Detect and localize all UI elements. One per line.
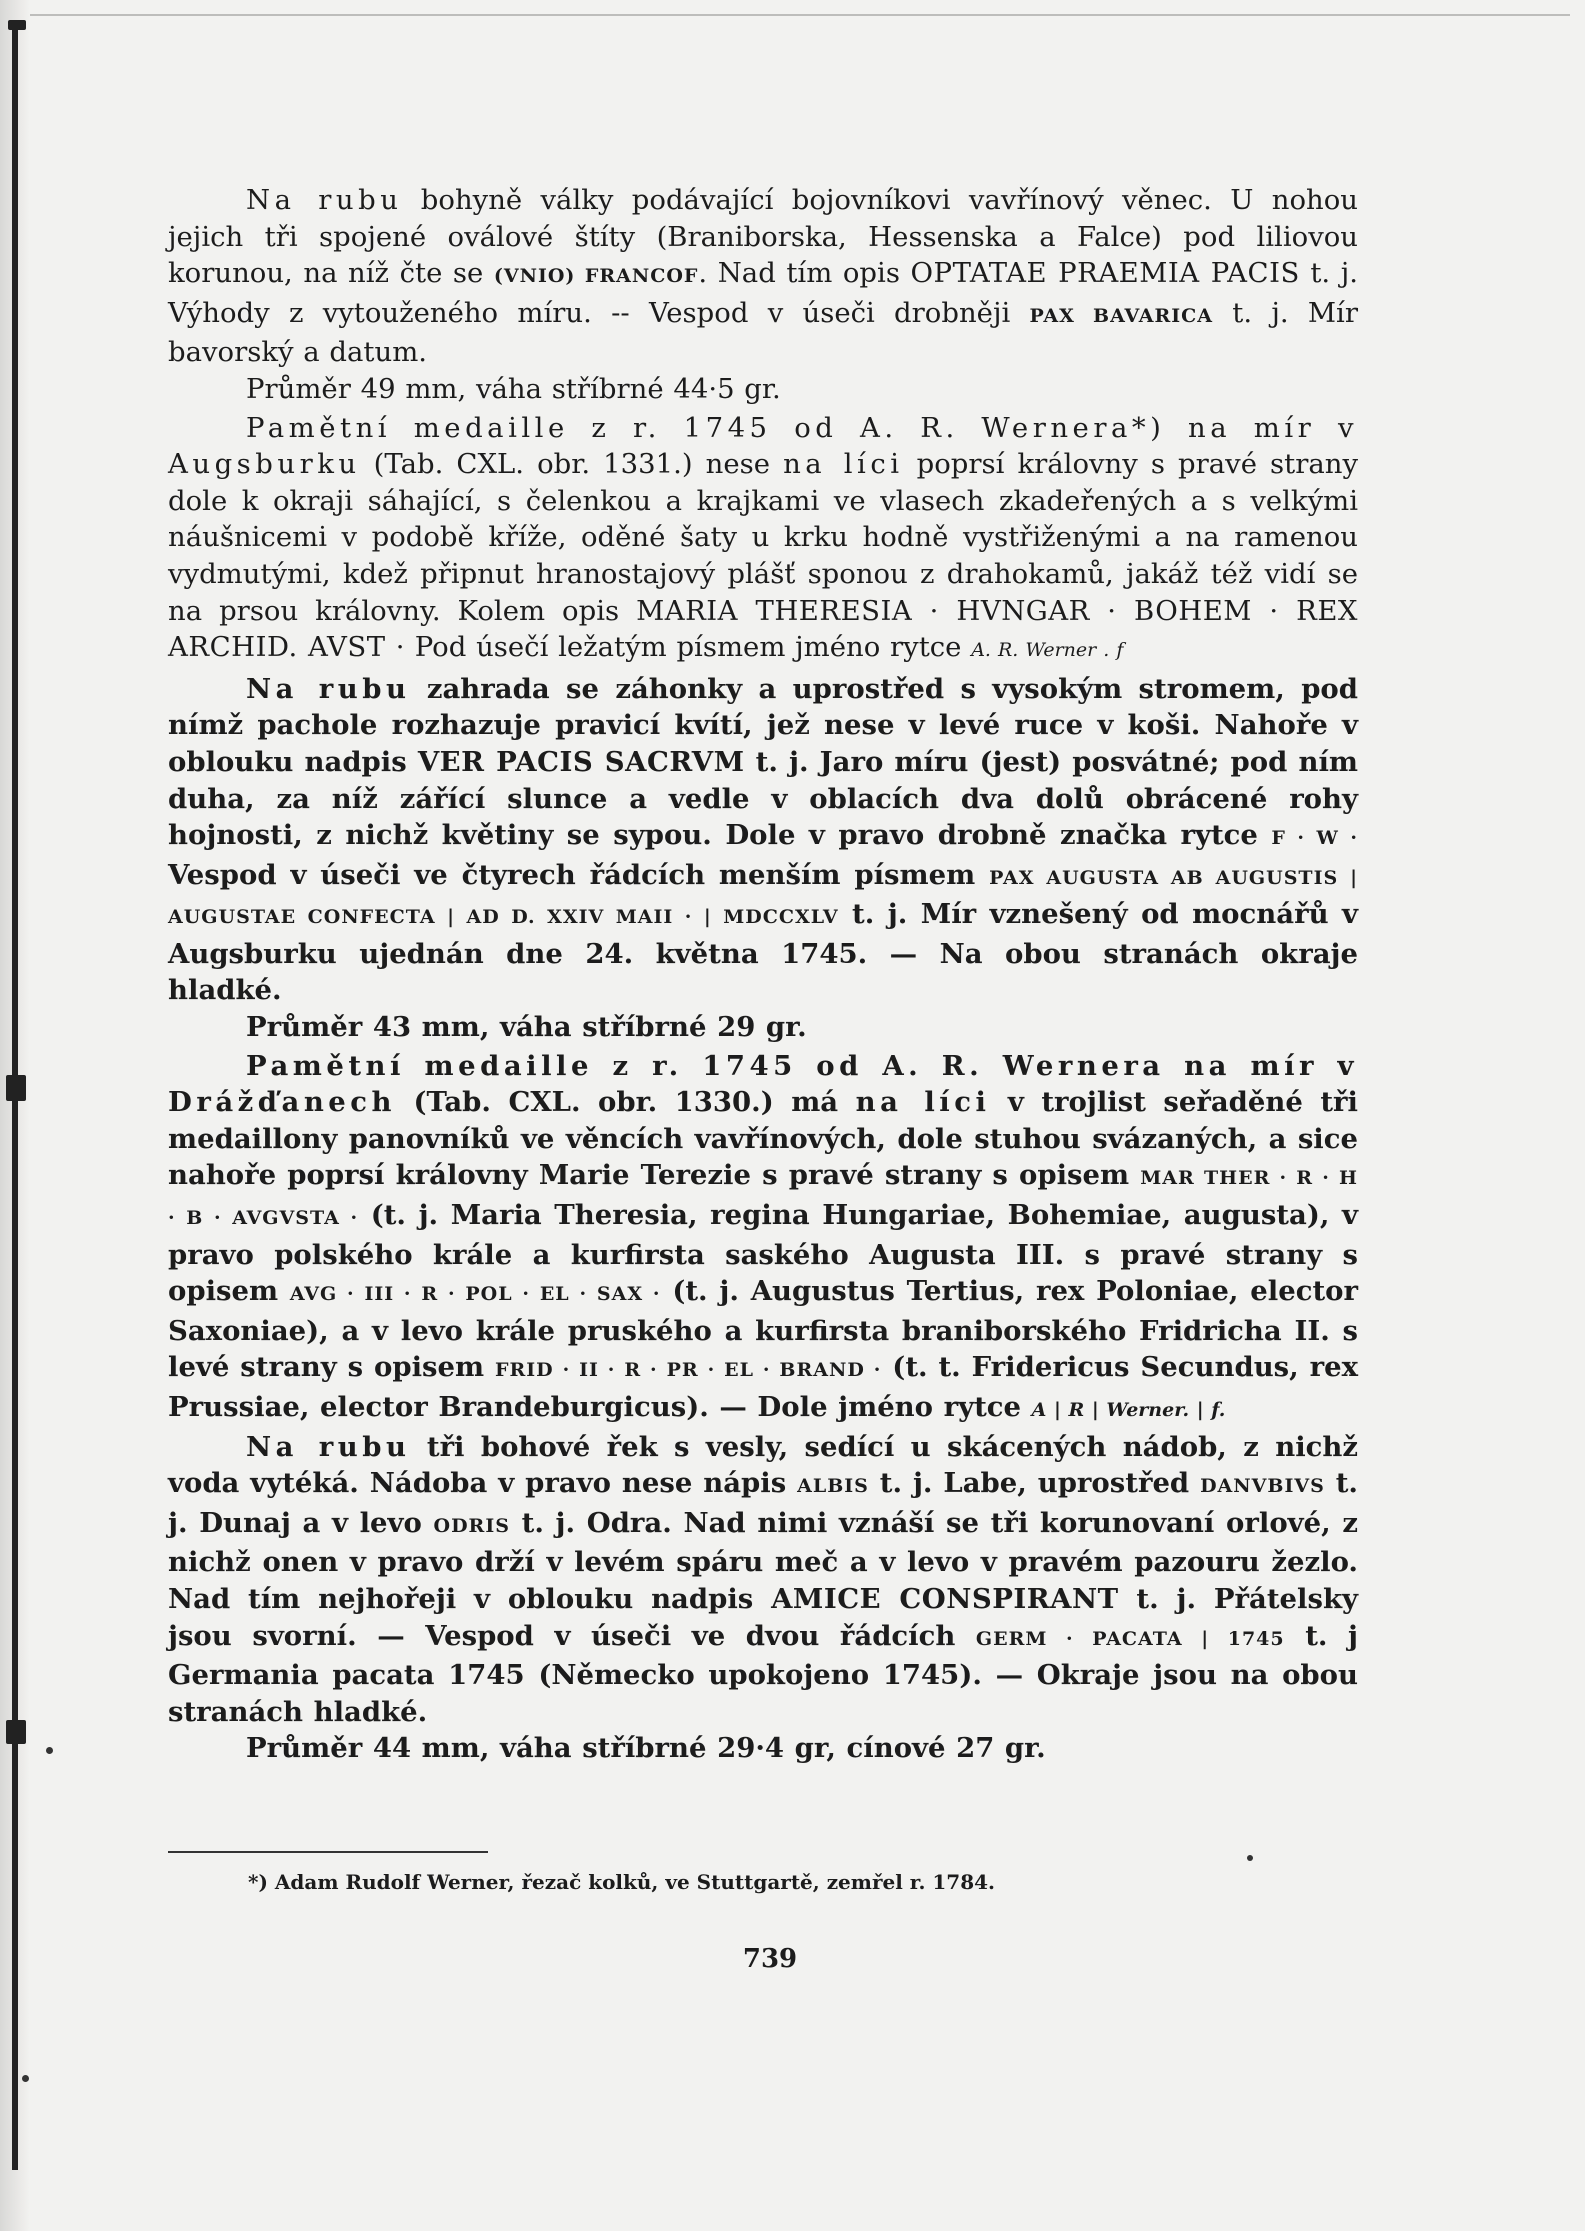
paragraph-text: t. j. Odra. Nad nimi vznáší se tři korunovaní orlové, z nichž onen v pravo drží v levém spáru meč a v levo v pravém pazouru žezlo. Nad tím nejhořeji v oblouku nadpis <box>168 1506 1358 1615</box>
edge-mark <box>6 1075 26 1101</box>
inscription-small-caps: PAX BAVARICA <box>1029 304 1214 327</box>
engraver-signature: A | R | Werner. | f. <box>1031 1399 1226 1421</box>
paragraph-text: t. j. Dunaj a v levo <box>168 1467 1358 1539</box>
inscription-small-caps: DANVBIVS <box>1200 1475 1325 1498</box>
edge-mark <box>6 1720 26 1744</box>
paragraph-text: (Tab. CXL. obr. 1330.) má <box>396 1086 856 1119</box>
lead-phrase: Pamětní medaille z r. 1745 od A. R. Wernera na mír v Drážďanech <box>168 1049 1358 1119</box>
lead-phrase: Na rubu <box>246 672 411 705</box>
inscription-small-caps: GERM · PACATA | 1745 <box>975 1627 1285 1650</box>
page-number: 739 <box>742 1944 798 1974</box>
paragraph-text: tři bohové řek s vesly, sedící u skácených nádob, z nichž voda vytéká. Nádoba v pravo nese nápis <box>168 1430 1358 1500</box>
paragraph-dimensions-2: Průměr 43 mm, váha stříbrné 29 gr. <box>246 1011 807 1044</box>
page-body <box>168 182 1358 1767</box>
scan-dot <box>1247 1855 1253 1861</box>
lead-phrase: na líci <box>855 1086 991 1119</box>
lead-phrase: Na rubu <box>246 1430 411 1463</box>
inscription-small-caps: AVG · III · R · POL · EL · SAX · <box>289 1283 661 1306</box>
scan-top-rule <box>30 14 1570 16</box>
footnote-rule <box>168 1851 488 1853</box>
paragraph-text: poprsí královny s pravé strany dole k okraji sáhající, s čelenkou a krajkami ve vlasech zkadeřených a s velkými náušnicemi v podobě kříže, oděné šaty u krku hodně vystřiženými a na ramenou vydmutými, kdež připnut hranostajový plášť sponou z drahokamů, jakáž též vidí se na prsou královny. Kolem opis <box>168 448 1358 627</box>
inscription-capitals: OPTATAE PRAEMIA PACIS <box>910 257 1300 290</box>
inscription-capitals: VER PACIS SACRVM <box>417 745 745 778</box>
inscription-small-caps: F · W · <box>1271 827 1358 850</box>
paragraph-text: t. j. Jaro míru (jest) posvátné; pod ním duha, za níž zářící slunce a vedle v oblacích dva dolů obrácené rohy hojnosti, z nichž květiny se sypou. Dole v pravo drobně značka rytce <box>168 745 1358 852</box>
engraver-signature: A. R. Werner . f <box>971 639 1124 662</box>
paragraph-text: zahrada se záhonky a uprostřed s vysokým stromem, pod nímž pachole rozhazuje pravicí kvítí, jež nese v levé ruce v koši. Nahoře v oblouku nadpis <box>168 672 1358 778</box>
paragraph-text: t. j Germania pacata 1745 (Německo upokojeno 1745). — Okraje jsou na obou stranách hladké. <box>168 1619 1358 1728</box>
paragraph-text: t. j. Výhody z vytouženého míru. -- Vespod v úseči drobněji <box>168 257 1359 329</box>
lead-phrase: Pamětní medaille z r. 1745 od A. R. Wernera*) na mír v Augsburku <box>168 411 1358 481</box>
paragraph-text: v trojlist seřaděné tři medaillony panovníků ve věncích vavřínových, dole stuhou svázaných, a sice nahoře poprsí královny Marie Terezie s pravé strany s opisem <box>168 1086 1358 1192</box>
paragraph-text: Vespod v úseči ve čtyrech řádcích menším písmem <box>168 858 990 891</box>
inscription-small-caps: PAX AUGUSTA AB AUGUSTIS | AUGUSTAE CONFECTA | AD D. XXIV MAII · | MDCCXLV <box>168 866 1358 929</box>
paragraph-text: (t. t. Fridericus Secundus, rex Prussiae, elector Brandeburgicus). — Dole jméno rytce <box>168 1351 1359 1423</box>
inscription-small-caps: (VNIO) FRANCOF <box>493 265 699 288</box>
edge-mark <box>8 20 26 30</box>
paragraph-text: Pod úsečí ležatým písmem jméno rytce <box>405 631 972 664</box>
paragraph-text: t. j. Mír vznešený od mocnářů v Augsburku ujednán dne 24. května 1745. — Na obou stranách okraje hladké. <box>168 898 1358 1007</box>
scan-dot <box>46 1747 53 1754</box>
inscription-small-caps: MAR THER · R · H · B · AVGVSTA · <box>168 1167 1358 1230</box>
paragraph-reverse-description-3 <box>168 1429 1358 1731</box>
paragraph-text: t. j. Labe, uprostřed <box>868 1467 1201 1500</box>
paragraph-medal-dresden <box>168 1048 1358 1429</box>
paragraph-reverse-description-1 <box>168 182 1358 371</box>
paragraph-text: (Tab. CXL. obr. 1331.) nese <box>360 448 784 481</box>
paragraph-text: . Nad tím opis <box>698 257 911 290</box>
paragraph-text: bohyně války podávající bojovníkovi vavřínový věnec. U nohou jejich tři spojené oválové štíty (Braniborska, Hessenska a Falce) pod liliovou korunou, na níž čte se <box>168 184 1358 290</box>
inscription-small-caps: ODRIS <box>433 1514 510 1537</box>
paragraph-text: (t. j. Maria Theresia, regina Hungariae, Bohemiae, augusta), v pravo polského krále a kurfirsta saského Augusta III. s pravé strany s opisem <box>168 1199 1358 1308</box>
lead-phrase: Na rubu <box>246 184 403 216</box>
inscription-capitals: MARIA THERESIA · HVNGAR · BOHEM · REX ARCHID. AVST · <box>168 594 1358 664</box>
inscription-capitals: AMICE CONSPIRANT <box>771 1582 1119 1615</box>
paragraph-text: t. j. Přátelsky jsou svorní. — Vespod v úseči ve dvou řádcích <box>168 1582 1358 1652</box>
paragraph-dimensions-3: Průměr 44 mm, váha stříbrné 29·4 gr, cínové 27 gr. <box>246 1732 1046 1765</box>
paragraph-reverse-description-2 <box>168 671 1358 1009</box>
inscription-small-caps: FRID · II · R · PR · EL · BRAND · <box>495 1359 882 1382</box>
scan-dot <box>22 2075 29 2082</box>
lead-phrase: na líci <box>783 448 904 481</box>
paragraph-dimensions-1: Průměr 49 mm, váha stříbrné 44·5 gr. <box>246 372 781 405</box>
paragraph-medal-augsburg <box>168 410 1358 669</box>
paragraph-text: (t. j. Augustus Tertius, rex Poloniae, elector Saxoniae), a v levo krále pruského a kurfirsta braniborského Fridricha II. s levé strany s opisem <box>168 1275 1358 1384</box>
footnote: *) Adam Rudolf Werner, řezač kolků, ve Stuttgartě, zemřel r. 1784. <box>248 1870 996 1894</box>
inscription-small-caps: ALBIS <box>797 1475 869 1498</box>
paragraph-text: t. j. Mír bavorský a datum. <box>168 296 1358 369</box>
